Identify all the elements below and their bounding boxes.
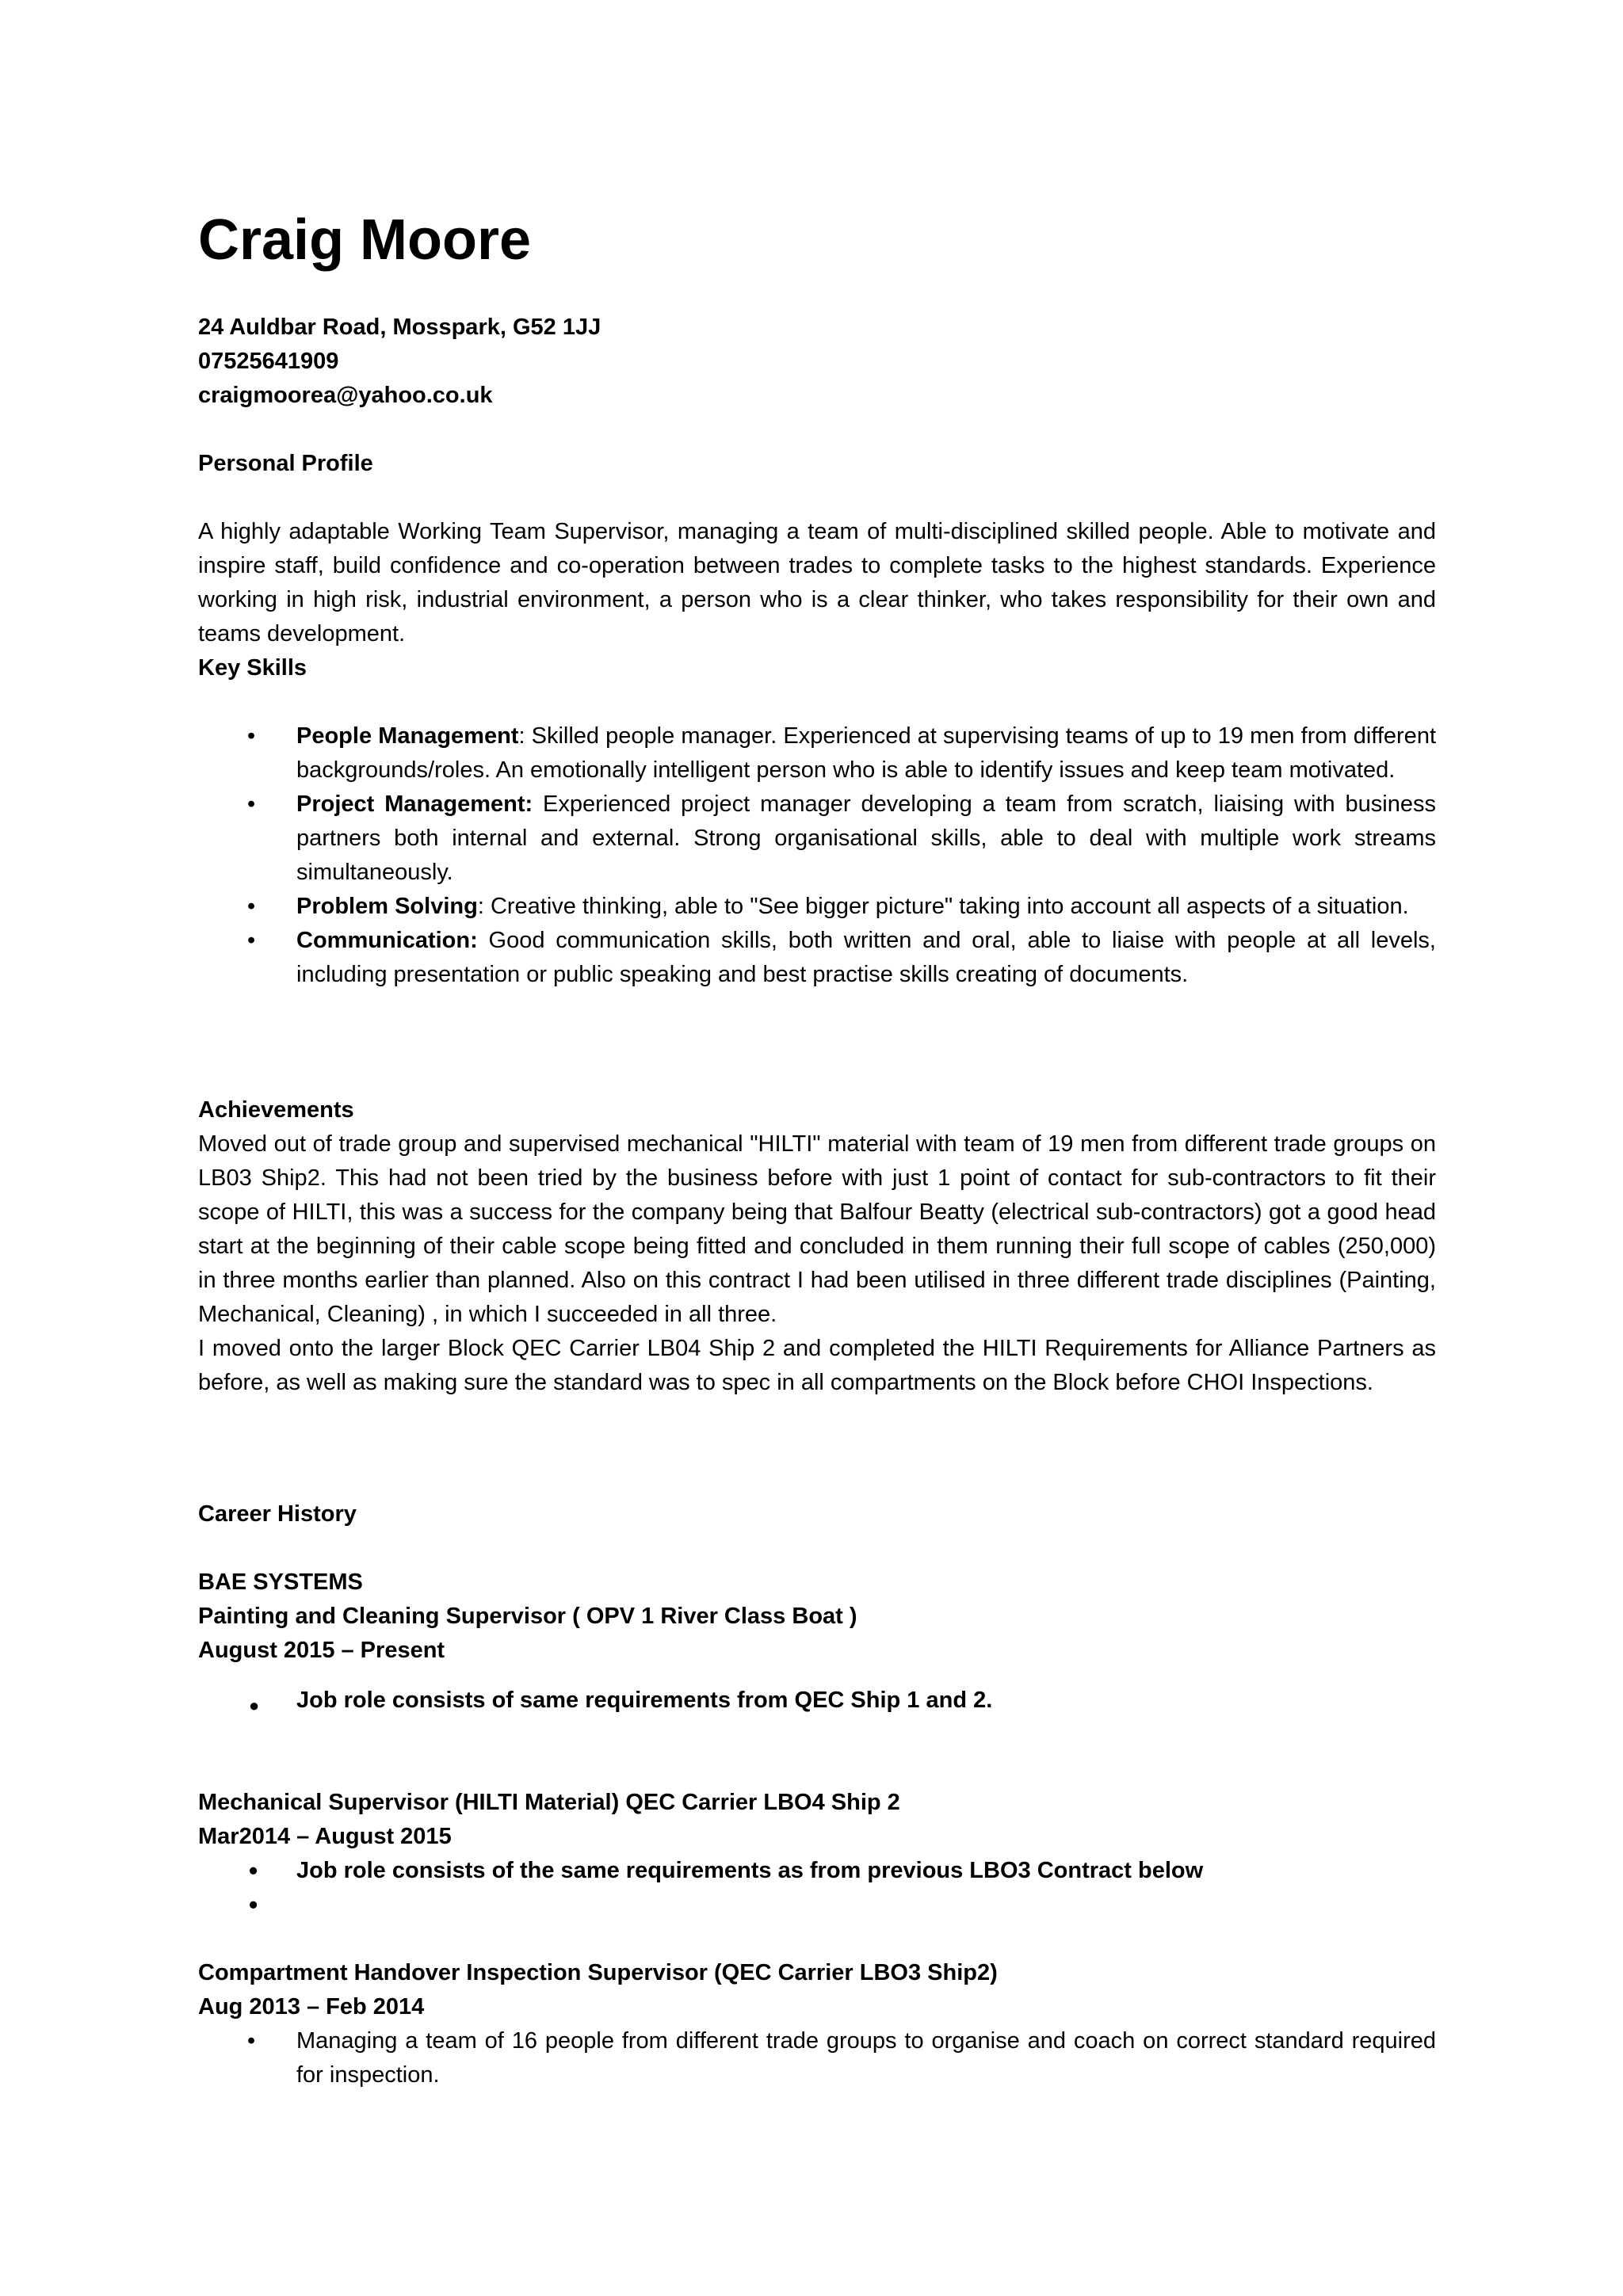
email: craigmoorea@yahoo.co.uk [198,383,493,408]
list-item [198,2024,1436,2092]
phone: 07525641909 [198,349,339,374]
bullet-icon: • [247,894,256,919]
skill-title: People Management [296,723,519,749]
job-title: Compartment Handover Inspection Supervisor (QEC Carrier LBO3 Ship2) [198,1960,998,1985]
skill-text: Creative thinking, able to "See bigger picture" taking into account all aspects of a situation. [483,894,1409,919]
job-bullet-text: Managing a team of 16 people from different trade groups to organise and coach on correct standard required for inspection. [296,2028,1436,2088]
employer-name: BAE SYSTEMS [198,1569,363,1595]
job-bullet-text: Job role consists of the same requirements as from previous LBO3 Contract below [296,1858,1204,1883]
job-title: Mechanical Supervisor (HILTI Material) QEC Carrier LBO4 Ship 2 [198,1790,900,1815]
skill-sep: : [518,723,525,749]
skill-title: Project Management: [296,791,533,817]
bullet-icon: • [247,2028,256,2054]
achievements-section [198,1093,1436,1400]
skill-text: Good communication skills, both written and oral, able to liaise with people at all levels, including presentation or public speaking and best practise skills creating of documents. [296,928,1436,987]
list-item [198,890,1436,924]
achievements-paragraph-2: I moved onto the larger Block QEC Carrier LB04 Ship 2 and completed the HILTI Requirements for Alliance Partners as before, as well as making sure the standard was to spec in all compartments on the Block before CHOI Inspections. [198,1336,1436,1395]
profile-section [198,447,1436,992]
list-item [198,788,1436,890]
skill-text: Experienced project manager developing a team from scratch, liaising with business partners both internal and external. Strong organisational skills, able to deal with multiple work streams simultaneously. [296,791,1436,885]
job-dates: August 2015 – Present [198,1638,445,1663]
career-heading: Career History [198,1501,357,1527]
bullet-icon: • [247,928,256,953]
skills-list [198,719,1436,992]
achievements-paragraph-1: Moved out of trade group and supervised mechanical "HILTI" material with team of 19 men from different trade groups on LB03 Ship2. This had not been tried by the business before with just 1 point of contact for sub-contractors to fit their scope of HILTI, this was a success for the company being that Balfour Beatty (electrical sub-contractors) got a good head start at the beginning of their cable scope being fitted and concluded in them running their full scope of cables (250,000) in three months earlier than planned. Also on this contract I had been utilised in three different trade disciplines (Painting, Mechanical, Cleaning) , in which I succeeded in all three. [198,1131,1436,1327]
bullet-icon: • [249,1856,258,1885]
career-section [198,1497,1436,2092]
job-dates: Aug 2013 – Feb 2014 [198,1994,425,2019]
skill-text: Skilled people manager. Experienced at supervising teams of up to 19 men from different backgrounds/roles. An emotionally intelligent person who is able to identify issues and keep team motivated. [296,723,1436,783]
job-duties-list [198,2024,1436,2092]
skill-title: Problem Solving [296,894,478,919]
bullet-icon: • [247,723,256,749]
job-dates: Mar2014 – August 2015 [198,1824,452,1849]
skill-title: Communication: [296,928,478,953]
profile-heading: Personal Profile [198,451,373,476]
achievements-heading: Achievements [198,1097,354,1123]
job-bullet-text: Job role consists of same requirements from QEC Ship 1 and 2. [296,1688,993,1713]
skills-heading: Key Skills [198,655,307,681]
list-item [198,719,1436,788]
profile-text: A highly adaptable Working Team Supervisor, managing a team of multi-disciplined skilled people. Able to motivate and inspire staff, build confidence and co-operation between trades to complete tasks to the highest standards. Experience working in high risk, industrial environment, a person who is a clear thinker, who takes responsibility for their own and teams development. [198,519,1436,646]
list-item [198,1888,1436,1922]
list-item [198,924,1436,992]
list-item [198,1854,1436,1888]
bullet-icon: • [249,1890,258,1919]
list-item [198,1684,1436,1718]
contact-block [198,311,601,413]
address: 24 Auldbar Road, Mosspark, G52 1JJ [198,315,601,340]
skill-sep: : [477,894,484,919]
bullet-icon: • [247,791,256,817]
job-title: Painting and Cleaning Supervisor ( OPV 1 River Class Boat ) [198,1604,857,1629]
candidate-name: Craig Moore [198,208,532,272]
bullet-icon: ● [249,1695,260,1715]
